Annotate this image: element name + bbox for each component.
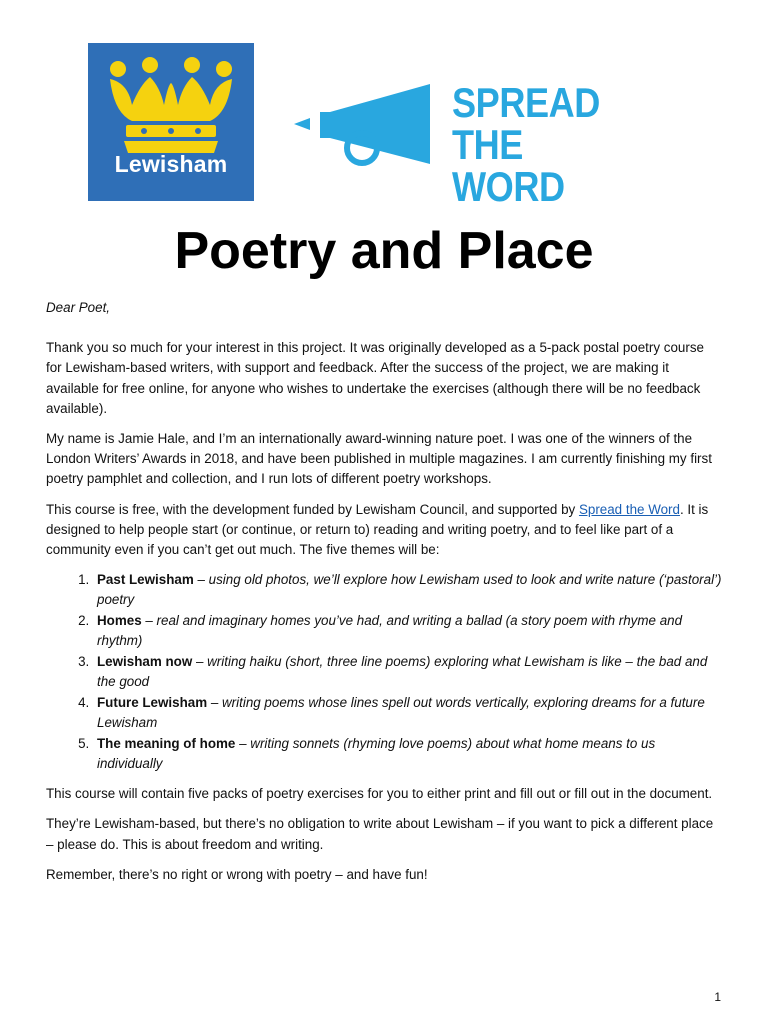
theme-description: real and imaginary homes you’ve had, and writing a ballad (a story poem with rhyme and rhythm) (97, 613, 683, 649)
page-title: Poetry and Place (174, 222, 594, 280)
theme-name: Lewisham now (97, 654, 193, 670)
list-item (93, 652, 722, 692)
lewisham-logo-text: Lewisham (114, 151, 228, 177)
theme-separator: – (207, 694, 223, 710)
salutation: Dear Poet, (46, 300, 111, 315)
place-paragraph: They’re Lewisham-based, but there’s no obligation to write about Lewisham – if you want to pick a different place – please do. This is about freedom and writing. (46, 816, 714, 852)
page-number: 1 (714, 990, 721, 1004)
theme-separator: – (141, 613, 157, 629)
spread-the-word-wordmark (452, 79, 624, 210)
theme-name: Past Lewisham (97, 572, 194, 588)
crown-icon (104, 55, 238, 159)
theme-name: The meaning of home (97, 735, 236, 751)
list-item (93, 611, 722, 651)
packs-paragraph: This course will contain five packs of poetry exercises for you to either print and fill out or fill out in the document. (46, 786, 713, 802)
course-paragraph (46, 500, 722, 561)
spread-line: SPREAD (452, 79, 600, 126)
megaphone-icon (292, 82, 452, 172)
theme-description: writing poems whose lines spell out words vertically, exploring dreams for a future Lewisham (97, 694, 705, 731)
list-item (93, 734, 722, 774)
theme-separator: – (192, 654, 208, 670)
list-item (93, 570, 722, 610)
the-word-line: THE WORD (452, 121, 565, 210)
spread-the-word-link[interactable]: Spread the Word (578, 501, 680, 517)
theme-separator: – (193, 572, 209, 588)
themes-list (46, 570, 722, 774)
theme-description: writing sonnets (rhyming love poems) about what home means to us individually (97, 735, 656, 772)
about-paragraph: My name is Jamie Hale, and I’m an internationally award-winning nature poet. I was one of the winners of the London Writers’ Awards in 2018, and have been published in multiple magazines. I am currently finishing my first poetry pamphlet and collection, and I run lots of different poetry workshops. (46, 431, 712, 487)
letter-body (46, 298, 722, 895)
closing-paragraph: Remember, there’s no right or wrong with poetry – and have fun! (46, 866, 428, 882)
intro-paragraph: Thank you so much for your interest in this project. It was originally developed as a 5-pack postal poetry course for Lewisham-based writers, with support and feedback. After the success of the project, we are making it available for free online, for anyone who wishes to undertake the exercises (although there will be no feedback available). (46, 340, 704, 416)
theme-name: Homes (97, 613, 142, 629)
list-item (93, 693, 722, 733)
course-text-before-link: This course is free, with the development funded by Lewisham Council, and supported by (46, 501, 579, 517)
theme-description: writing haiku (short, three line poems) exploring what Lewisham is like – the bad and the good (97, 654, 708, 690)
spread-the-word-logo (292, 79, 652, 210)
theme-description: using old photos, we’ll explore how Lewisham used to look and write nature (‘pastoral’) poetry (97, 572, 722, 608)
theme-name: Future Lewisham (97, 694, 208, 710)
lewisham-logo (88, 43, 254, 201)
theme-separator: – (235, 735, 251, 751)
course-text-after-link: . It is designed to help people start (or continue, or return to) reading and writing poetry, and to feel like part of a community even if you can’t get out much. The five themes will be: (46, 501, 709, 558)
